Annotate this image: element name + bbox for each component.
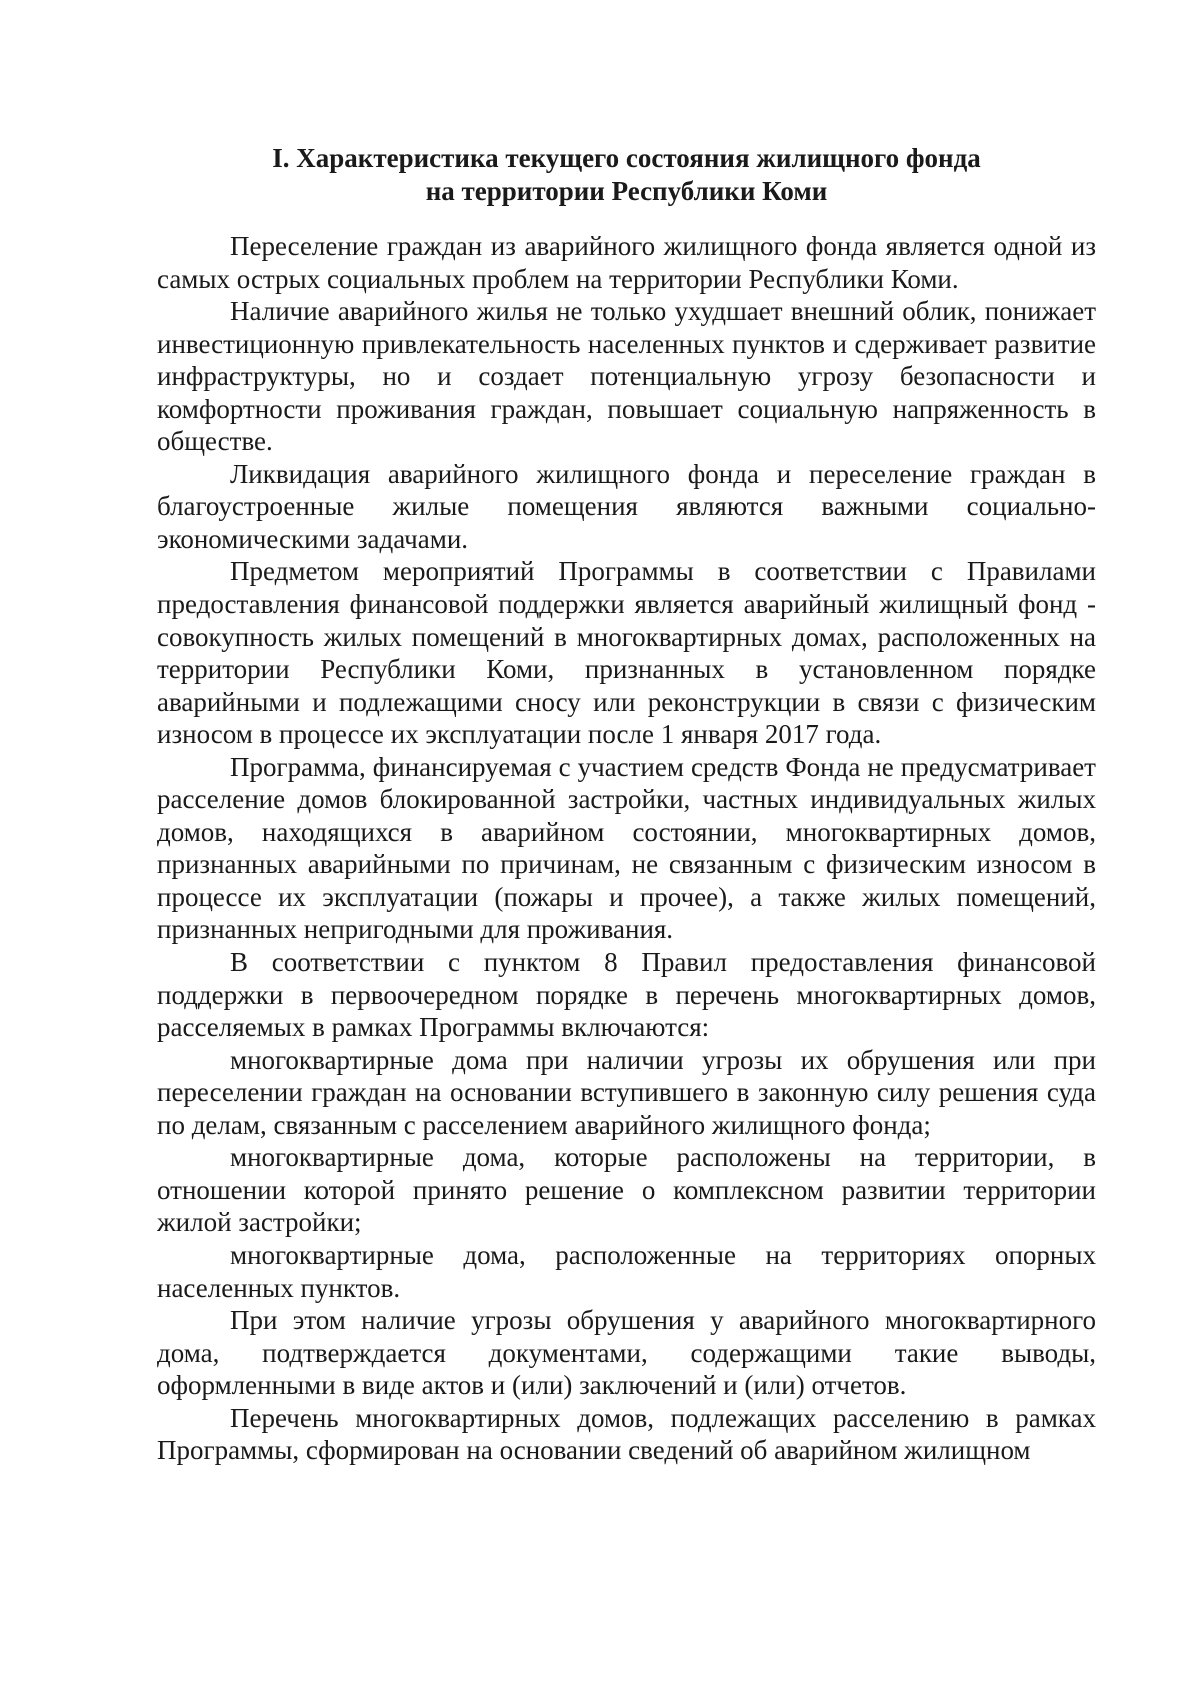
paragraph-4: Предметом мероприятий Программы в соответствии с Правилами предоставления финансовой поддержки является аварийный жилищный фонд - совокупность жилых помещений в многоквартирных домах, расположенных на территории Республики Коми, признанных в установленном порядке аварийными и подлежащими сносу или реконструкции в связи с физическим износом в процессе их эксплуатации после 1 января 2017 года. [157,556,1096,750]
paragraph-5: Программа, финансируемая с участием средств Фонда не предусматривает расселение домов блокированной застройки, частных индивидуальных жилых домов, находящихся в аварийном состоянии, многоквартирных домов, признанных аварийными по причинам, не связанным с физическим износом в процессе их эксплуатации (пожары и прочее), а также жилых помещений, признанных непригодными для проживания. [157,751,1096,945]
paragraph-7: При этом наличие угрозы обрушения у аварийного многоквартирного дома, подтверждается документами, содержащими такие выводы, оформленными в виде актов и (или) заключений и (или) отчетов. [157,1305,1096,1401]
paragraph-2: Наличие аварийного жилья не только ухудшает внешний облик, понижает инвестиционную привлекательность населенных пунктов и сдерживает развитие инфраструктуры, но и создает потенциальную угрозу безопасности и комфортности проживания граждан, повышает социальную напряженность в обществе. [157,296,1096,457]
list-item-1: многоквартирные дома при наличии угрозы их обрушения или при переселении граждан на основании вступившего в законную силу решения суда по делам, связанным с расселением аварийного жилищного фонда; [157,1044,1096,1140]
section-heading [157,142,1096,208]
section-heading-line-2: на территории Республики Коми [425,176,828,206]
paragraph-6: В соответствии с пунктом 8 Правил предоставления финансовой поддержки в первоочередном порядке в перечень многоквартирных домов, расселяемых в рамках Программы включаются: [157,947,1096,1043]
paragraph-1: Переселение граждан из аварийного жилищного фонда является одной из самых острых социальных проблем на территории Республики Коми. [157,231,1096,294]
section-heading-line-1: I. Характеристика текущего состояния жилищного фонда [272,143,981,173]
list-item-3: многоквартирные дома, расположенные на территориях опорных населенных пунктов. [157,1239,1096,1303]
paragraph-3: Ликвидация аварийного жилищного фонда и переселение граждан в благоустроенные жилые помещения являются важными социально-экономическими задачами. [157,458,1096,554]
paragraph-8: Перечень многоквартирных домов, подлежащих расселению в рамках Программы, сформирован на основании сведений об аварийном жилищном [157,1402,1096,1466]
list-item-2: многоквартирные дома, которые расположены на территории, в отношении которой принято решение о комплексном развитии территории жилой застройки; [157,1142,1096,1238]
document-body [157,230,1096,1467]
